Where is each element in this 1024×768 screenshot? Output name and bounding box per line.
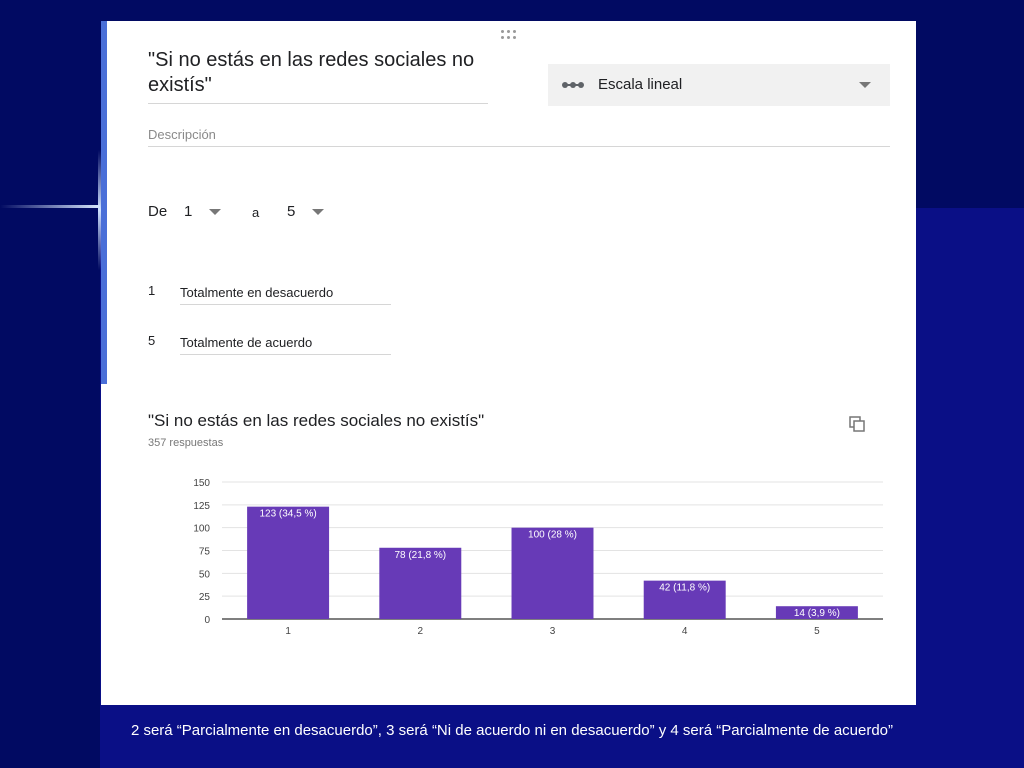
question-title-input[interactable]: "Si no estás en las redes sociales no existís"	[148, 49, 475, 96]
active-question-accent	[101, 21, 107, 384]
linear-scale-icon	[562, 82, 584, 88]
question-type-label: Escala lineal	[598, 76, 683, 93]
chevron-down-icon	[312, 209, 324, 215]
y-tick-label: 25	[198, 592, 210, 604]
drag-handle-icon[interactable]	[501, 30, 519, 42]
scale-label-min-input[interactable]: Totalmente en desacuerdo	[180, 285, 334, 300]
x-tick-label: 5	[814, 626, 820, 637]
data-label: 100 (28 %)	[528, 529, 577, 541]
range-from-value: 1	[184, 203, 193, 220]
data-label: 123 (34,5 %)	[259, 508, 317, 520]
question-title-underline	[148, 103, 488, 104]
light-flare	[0, 205, 100, 208]
description-underline	[148, 146, 890, 147]
scale-label-underline	[180, 304, 391, 305]
copy-icon[interactable]	[849, 416, 865, 432]
data-label: 78 (21,8 %)	[394, 549, 447, 561]
response-count: 357 respuestas	[148, 437, 224, 449]
y-tick-label: 125	[193, 500, 210, 512]
data-label: 42 (11,8 %)	[659, 582, 711, 594]
y-tick-label: 75	[198, 546, 210, 558]
bar-1	[247, 507, 329, 619]
chevron-down-icon	[859, 82, 871, 88]
range-from-label: De	[148, 203, 168, 220]
responses-bar-chart	[180, 474, 890, 644]
background-left	[0, 0, 100, 768]
description-input[interactable]: Descripción	[148, 127, 216, 142]
data-label: 14 (3,9 %)	[793, 608, 840, 620]
y-tick-label: 150	[193, 478, 210, 489]
x-tick-label: 1	[285, 626, 291, 637]
scale-label-underline	[180, 354, 391, 355]
y-tick-label: 50	[198, 569, 210, 581]
scale-label-number: 1	[148, 283, 156, 298]
range-to-label: a	[252, 205, 260, 220]
x-tick-label: 4	[681, 626, 688, 637]
x-tick-label: 3	[549, 626, 556, 637]
range-to-value: 5	[287, 203, 296, 220]
chevron-down-icon	[209, 209, 221, 215]
scale-label-number: 5	[148, 333, 156, 348]
question-type-select[interactable]	[548, 64, 890, 106]
slide-caption: 2 será “Parcialmente en desacuerdo”, 3 será “Ni de acuerdo ni en desacuerdo” y 4 será “Parcialmente de acuerdo”	[130, 722, 894, 739]
results-title: "Si no estás en las redes sociales no existís"	[148, 411, 485, 430]
y-tick-label: 100	[193, 523, 210, 535]
x-tick-label: 2	[417, 626, 424, 637]
scale-label-max-input[interactable]: Totalmente de acuerdo	[180, 335, 313, 350]
bar-3	[512, 528, 594, 619]
y-tick-label: 0	[204, 615, 210, 626]
